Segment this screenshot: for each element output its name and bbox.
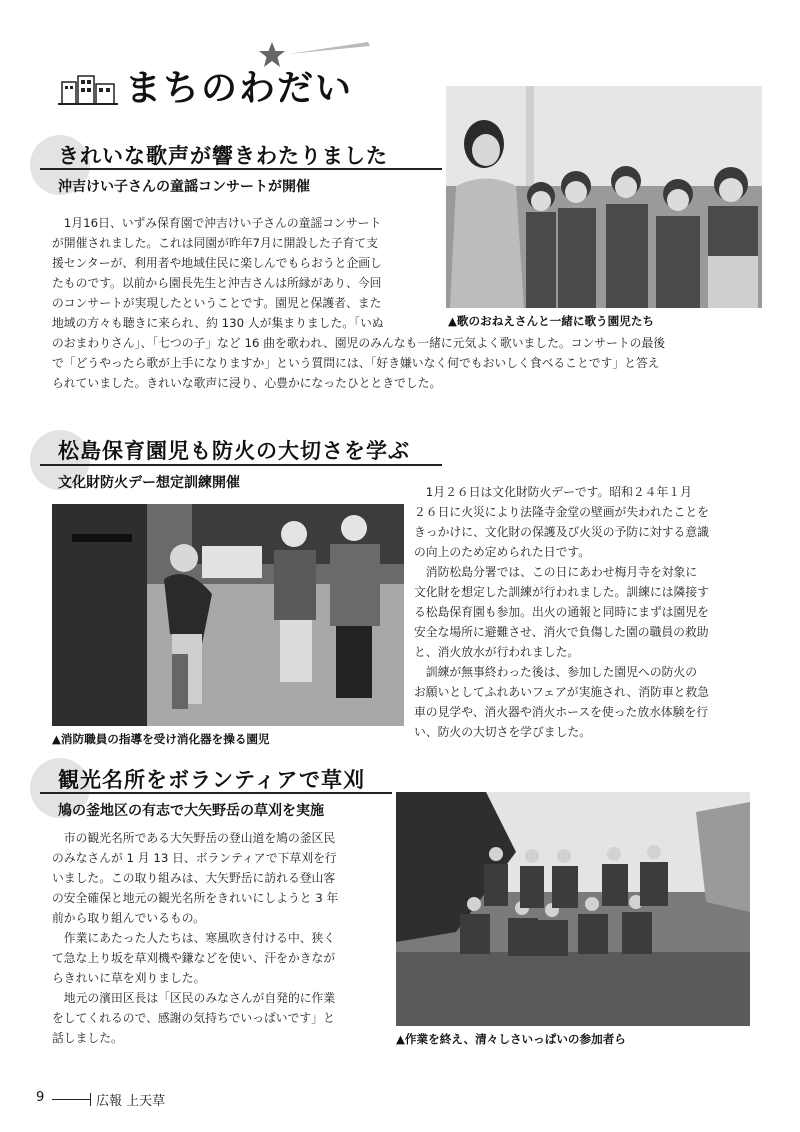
article-subtitle: 鳩の釜地区の有志で大矢野岳の草刈を実施 <box>58 803 324 819</box>
text-line: 前から取り組んでいるもの。 <box>52 911 205 925</box>
town-icon <box>58 70 118 106</box>
divider <box>40 464 442 466</box>
page-number: 9 <box>36 1090 45 1105</box>
publication-name: 広報 上天草 <box>96 1094 166 1109</box>
footer-rule <box>52 1099 90 1100</box>
article-title: きれいな歌声が響きわたりました <box>58 144 388 168</box>
text-line: 地域の方々も聴きに来られ、約 130 人が集まりました。「いぬ <box>52 316 384 330</box>
text-line: をしてくれるので、感謝の気持ちでいっぱいです」と <box>52 1011 335 1025</box>
text-line: 市の観光名所である大矢野岳の登山道を鳩の釜区民 <box>63 831 336 845</box>
text-line: の向上のため定められた日です。 <box>414 545 591 559</box>
text-line: が開催されました。これは同園が昨年7月に開設した子育て支 <box>52 236 379 250</box>
text-line: きっかけに、文化財の保護及び火災の予防に対する意識 <box>414 525 709 539</box>
text-line: の安全確保と地元の観光名所をきれいにしようと 3 年 <box>52 891 339 905</box>
photo-caption: ▲消防職員の指導を受け消化器を操る園児 <box>52 732 270 746</box>
fire-drill-photo <box>52 504 404 726</box>
star-icon <box>258 40 378 72</box>
text-line: お願いとしてふれあいフェアが実施され、消防車と救急 <box>414 685 710 699</box>
photo-caption: ▲作業を終え、清々しさいっぱいの参加者ら <box>396 1032 626 1046</box>
divider <box>40 792 392 794</box>
text-line: で「どうやったら歌が上手になりますか」という質問には、「好き嫌いなく何でもおいしく食べることです」と答え <box>52 356 660 370</box>
text-line: 話しました。 <box>52 1031 123 1045</box>
text-line: 作業にあたった人たちは、寒風吹き付ける中、狭く <box>63 931 336 945</box>
article-body <box>52 828 392 1048</box>
text-line: たものです。以前から園長先生と沖吉さんは所縁があり、今回 <box>52 276 382 290</box>
text-line: 地元の濱田区長は「区民のみなさんが自発的に作業 <box>63 991 336 1005</box>
text-line: ２６日に火災により法隆寺金堂の壁画が失われたことを <box>414 505 709 519</box>
text-line: られていました。きれいな歌声に浸り、心豊かになったひとときでした。 <box>52 376 442 390</box>
text-line: と、消火放水が行われました。 <box>414 645 580 659</box>
concert-photo <box>446 86 762 308</box>
text-line: て急な上り坂を草刈機や鎌などを使い、汗をかきなが <box>52 951 336 965</box>
article-title: 松島保育園児も防火の大切さを学ぶ <box>58 439 410 463</box>
text-line: 1月２６日は文化財防火デーです。昭和２４年１月 <box>425 485 692 499</box>
article-subtitle: 文化財防火デー想定訓練開催 <box>58 475 240 491</box>
text-line: のおまわりさん」、「七つの子」など 16 曲を歌われ、園児のみんなも一緒に元気よく歌いました。コンサートの最後 <box>52 336 666 350</box>
text-line: のみなさんが 1 月 13 日、ボランティアで下草刈を行 <box>52 851 337 865</box>
text-line: 文化財を想定した訓練が行われました。訓練には隣接す <box>414 585 709 599</box>
text-line: る松島保育園も参加。出火の通報と同時にまずは園児を <box>414 605 709 619</box>
article-subtitle: 沖吉けい子さんの童謡コンサートが開催 <box>58 179 310 195</box>
text-line: 安全な場所に避難させ、消火で負傷した園の職員の救助 <box>414 625 709 639</box>
footer-tick <box>90 1093 91 1106</box>
volunteer-photo <box>396 792 750 1026</box>
page-title: まちのわだい <box>125 68 354 109</box>
article-body-wide <box>52 333 764 393</box>
text-line: 1月16日、いずみ保育園で沖吉けい子さんの童謡コンサート <box>63 216 382 230</box>
text-line: 消防松島分署では、この日にあわせ梅月寺を対象に <box>425 565 698 579</box>
article-body <box>414 482 766 742</box>
text-line: 車の見学や、消火器や消火ホースを使った放水体験を行 <box>414 705 709 719</box>
text-line: のコンサートが実現したということです。園児と保護者、また <box>52 296 382 310</box>
text-line: 援センターが、利用者や地域住民に楽しんでもらおうと企画し <box>52 256 382 270</box>
text-line: い、防火の大切さを学びました。 <box>414 725 591 739</box>
article-body <box>52 213 442 333</box>
text-line: らきれいに草を刈りました。 <box>52 971 206 985</box>
text-line: いました。この取り組みは、大矢野岳に訪れる登山客 <box>52 871 336 885</box>
divider <box>40 168 442 170</box>
article-title: 観光名所をボランティアで草刈 <box>58 768 365 792</box>
text-line: 訓練が無事終わった後は、参加した園児への防火の <box>425 665 698 679</box>
photo-caption: ▲歌のおねえさんと一緒に歌う園児たち <box>448 314 655 328</box>
